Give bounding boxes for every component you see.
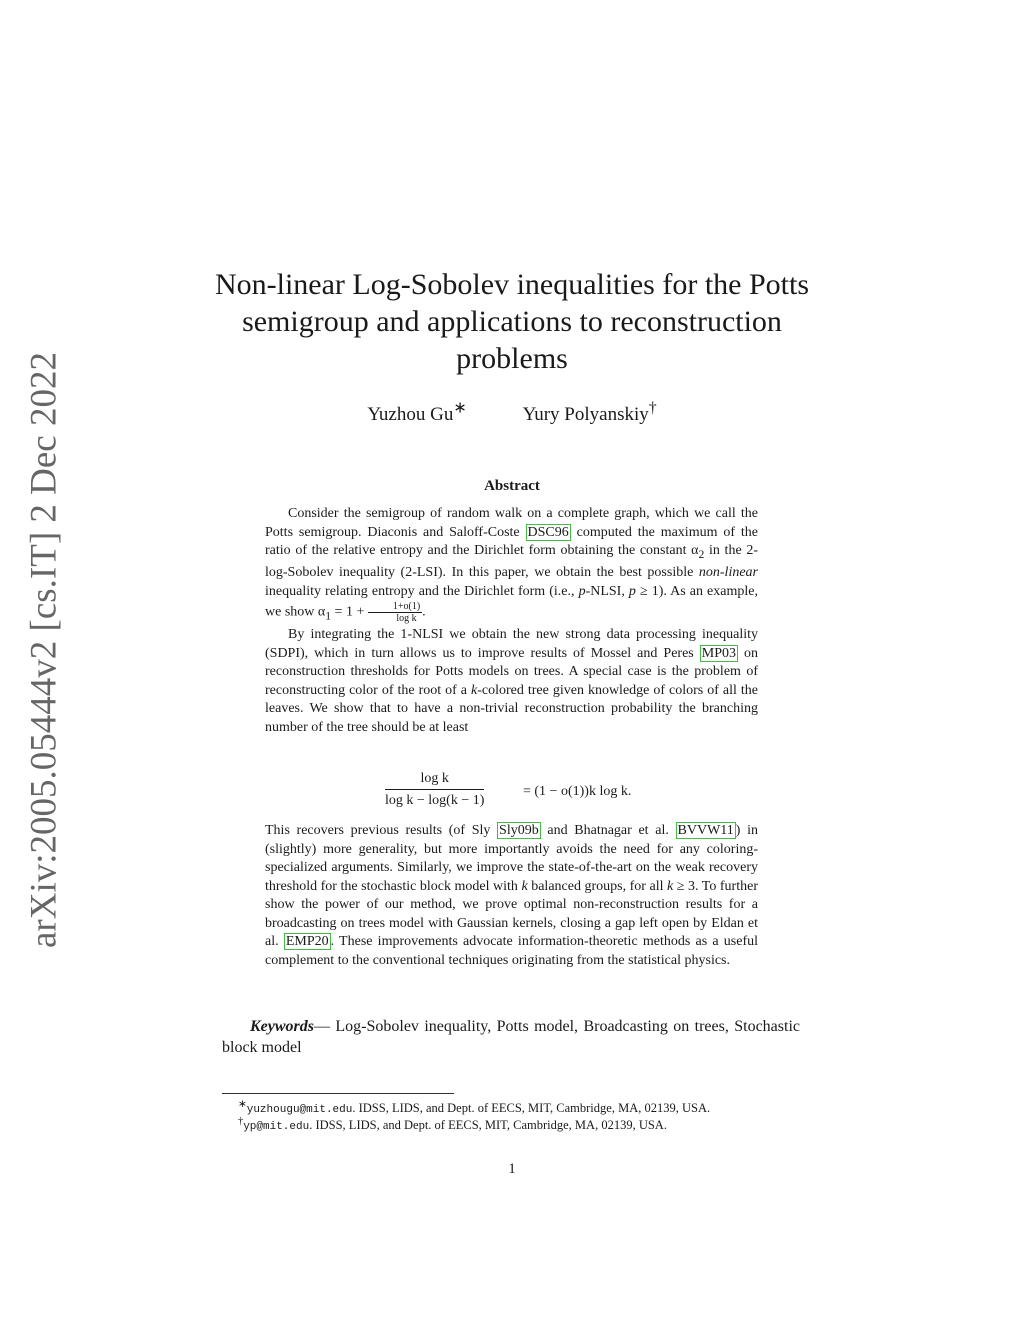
paper-title: Non-linear Log-Sobolev inequalities for the Potts semigroup and applications to reconstruction problems: [214, 268, 810, 375]
equation-rhs: = (1 − o(1))k log k.: [523, 784, 632, 799]
author-2: Yury Polyanskiy†: [522, 400, 657, 426]
abstract-paragraph-1: Consider the semigroup of random walk on a complete graph, which we call the Potts semigroup. Diaconis and Saloff-Coste DSC96 computed the maximum of the ratio of the relative entropy and the Dirichlet form obtaining the constant $\alpha_2$ in the 2-log-Sobolev inequality (2-LSI). In this paper, we obtain the best possible non-linear inequality relating entropy and the Dirichlet form (i.e., p-NLSI, p ≥ 1). As an example, we show $\alpha_1 = 1$ + $\frac{1+o(1)}{\text{log k}}$ .: [265, 506, 758, 625]
author-1: Yuzhou Gu∗: [367, 400, 467, 426]
arxiv-identifier: arXiv:2005.05444v2 [cs.IT] 2 Dec 2022: [23, 352, 65, 948]
citation-link[interactable]: MP03: [701, 645, 736, 661]
equation-fraction: log k log k − log(k − 1): [385, 771, 485, 808]
footnote-2: †yp@mit.edu. IDSS, LIDS, and Dept. of EECS, MIT, Cambridge, MA, 02139, USA.: [238, 1116, 667, 1134]
keywords-label: Keywords: [250, 1018, 314, 1035]
inline-fraction: $\frac{1+o(1)}{\text{log k}}$: [368, 601, 422, 624]
author-list: [0, 398, 1024, 426]
page-number: 1: [508, 1161, 516, 1177]
abstract-heading: Abstract: [484, 478, 540, 494]
keywords: Keywords— Log-Sobolev inequality, Potts model, Broadcasting on trees, Stochastic block model: [222, 1018, 800, 1056]
email-link[interactable]: yuzhougu@mit.edu: [246, 1104, 353, 1117]
citation-link[interactable]: EMP20: [285, 934, 329, 949]
footnote-1: ∗yuzhougu@mit.edu. IDSS, LIDS, and Dept. of EECS, MIT, Cambridge, MA, 02139, USA.: [238, 1099, 711, 1117]
display-equation: [265, 771, 758, 815]
abstract-body-continued: [265, 822, 758, 970]
abstract-paragraph-3: This recovers previous results (of Sly Sly09b and Bhatnagar et al. BVVW11 ) in (slightly) more generality, but more importantly avoids the need for any coloring-specialized arguments. Similarly, we improve the state-of-the-art on the weak recovery threshold for the stochastic block model with k balanced groups, for all k ≥ 3. To further show the power of our method, we prove optimal non-reconstruction results for a broadcasting on trees model with Gaussian kernels, closing a gap left open by Eldan et al. EMP20 . These improvements advocate information-theoretic methods as a useful complement to the conventional techniques originating from the statistical physics.: [265, 823, 758, 968]
citation-link[interactable]: BVVW11: [677, 823, 734, 838]
citation-link[interactable]: DSC96: [527, 524, 569, 540]
footnote-rule: [222, 1093, 454, 1094]
citation-link[interactable]: Sly09b: [499, 823, 539, 838]
abstract-body: [265, 505, 758, 737]
email-link[interactable]: yp@mit.edu: [243, 1121, 310, 1134]
abstract-paragraph-2: By integrating the 1-NLSI we obtain the new strong data processing inequality (SDPI), which in turn allows us to improve results of Mossel and Peres MP03 on reconstruction thresholds for Potts models on trees. A special case is the problem of reconstructing color of the root of a k-colored tree given knowledge of colors of all the leaves. We show that to have a non-trivial reconstruction probability the branching number of the tree should be at least: [265, 627, 758, 735]
